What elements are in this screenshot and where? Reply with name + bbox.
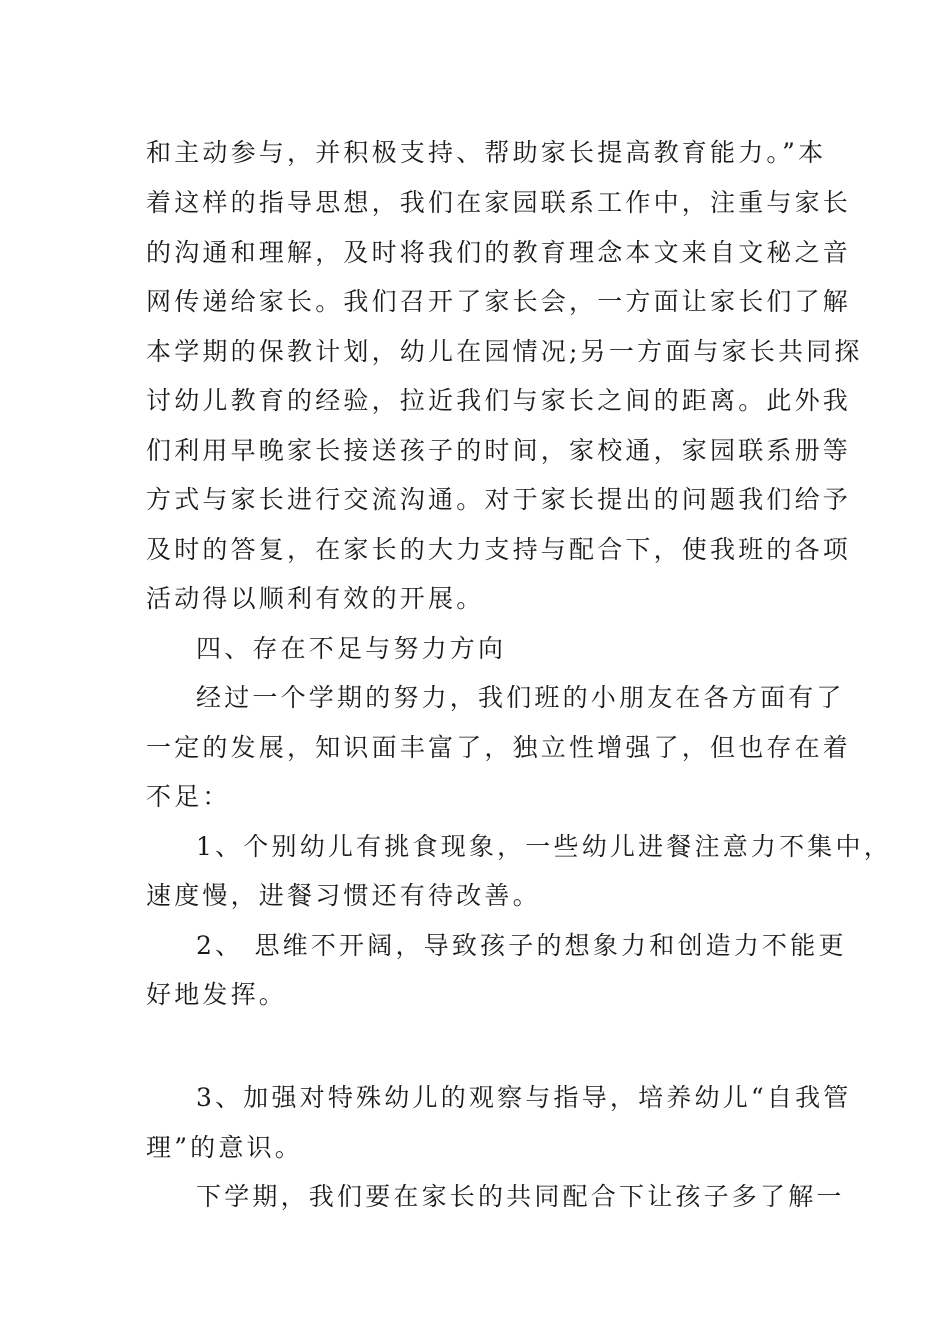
text-line: 速度慢，进餐习惯还有待改善。	[146, 881, 541, 910]
text-line: 本学期的保教计划，幼儿在园情况;另一方面与家长共同探	[146, 337, 863, 366]
text-line: 经过一个学期的努力，我们班的小朋友在各方面有了	[196, 683, 845, 712]
text-line: 好地发挥。	[146, 980, 288, 1009]
list-item: 3、加强对特殊幼儿的观察与指导，培养幼儿“自我管	[196, 1083, 852, 1112]
text-line: 和主动参与，并积极支持、帮助家长提高教育能力。”本	[146, 138, 827, 167]
text-line: 下学期，我们要在家长的共同配合下让孩子多了解一	[196, 1182, 845, 1211]
list-item: 2、 思维不开阔，导致孩子的想象力和创造力不能更	[196, 931, 847, 960]
text-line: 及时的答复，在家长的大力支持与配合下，使我班的各项	[146, 535, 852, 564]
text-line: 们利用早晚家长接送孩子的时间，家校通，家园联系册等	[146, 436, 852, 465]
text-line: 着这样的指导思想，我们在家园联系工作中，注重与家长	[146, 188, 852, 217]
list-item: 1、个别幼儿有挑食现象，一些幼儿进餐注意力不集中，	[196, 832, 892, 861]
text-line: 不足：	[146, 782, 231, 811]
text-line: 一定的发展，知识面丰富了，独立性增强了，但也存在着	[146, 733, 852, 762]
text-line: 网传递给家长。我们召开了家长会，一方面让家长们了解	[146, 287, 852, 316]
text-line: 讨幼儿教育的经验，拉近我们与家长之间的距离。此外我	[146, 386, 852, 415]
text-line: 理”的意识。	[146, 1133, 303, 1162]
text-line: 的沟通和理解，及时将我们的教育理念本文来自文秘之音	[146, 238, 852, 267]
text-line: 活动得以顺利有效的开展。	[146, 584, 485, 613]
section-heading: 四、存在不足与努力方向	[196, 634, 507, 663]
text-line: 方式与家长进行交流沟通。对于家长提出的问题我们给予	[146, 485, 852, 514]
